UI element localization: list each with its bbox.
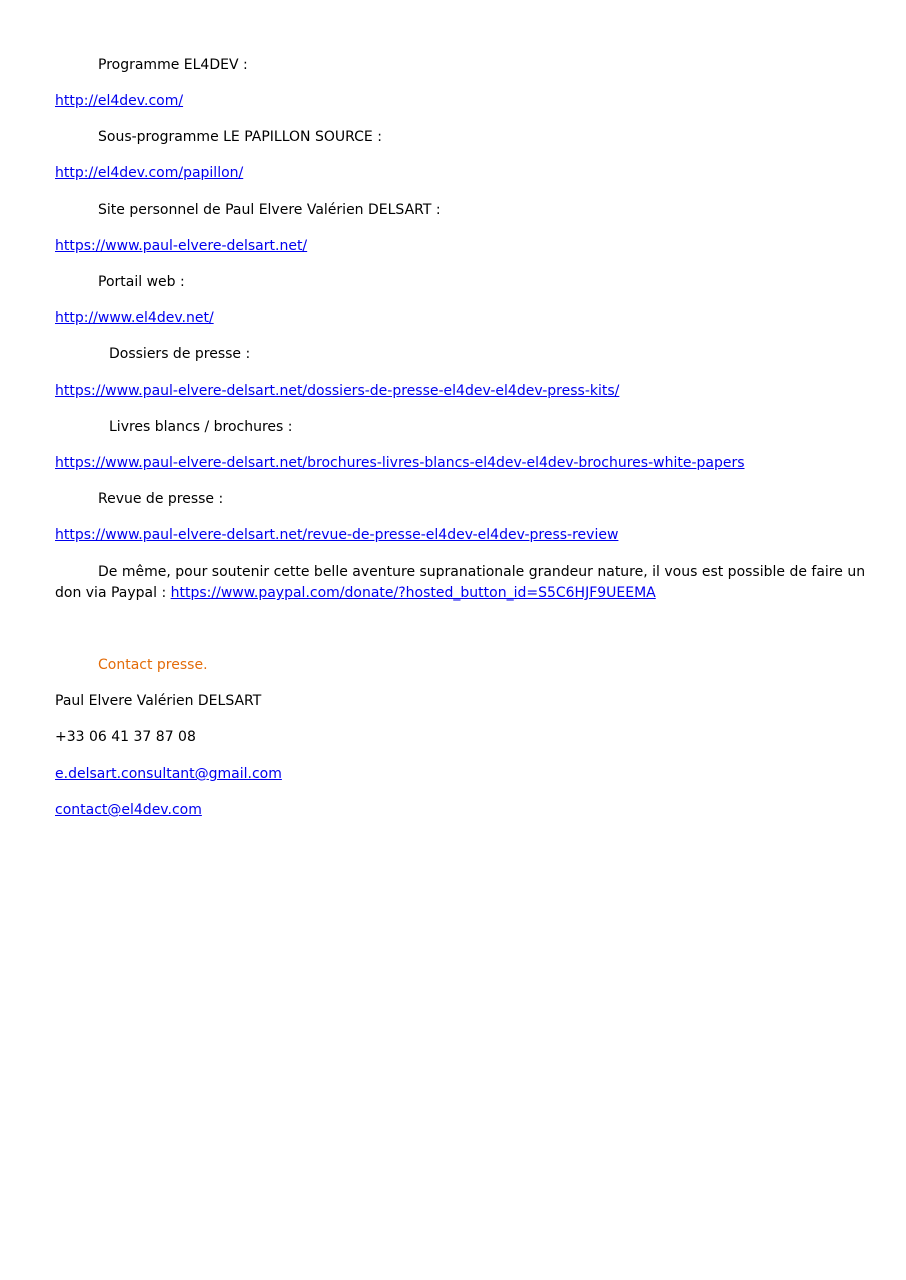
label-dossiers-presse: Dossiers de presse :: [109, 346, 251, 362]
contact-heading: Contact presse.: [98, 657, 208, 673]
contact-phone: +33 06 41 37 87 08: [55, 729, 196, 745]
donation-line2: [55, 583, 656, 603]
link-sous-programme[interactable]: http://el4dev.com/papillon/: [55, 165, 244, 181]
link-livres-blancs[interactable]: https://www.paul-elvere-delsart.net/brochures-livres-blancs-el4dev-el4dev-brochures-white-papers: [55, 455, 745, 471]
donation-text-line1: De même, pour soutenir cette belle aventure supranationale grandeur nature, il vous est possible de faire un: [98, 564, 866, 580]
contact-email-2[interactable]: contact@el4dev.com: [55, 802, 202, 818]
contact-name: Paul Elvere Valérien DELSART: [55, 693, 262, 709]
label-sous-programme: Sous-programme LE PAPILLON SOURCE :: [98, 129, 382, 145]
link-portail-web[interactable]: http://www.el4dev.net/: [55, 310, 214, 326]
contact-email-1[interactable]: e.delsart.consultant@gmail.com: [55, 766, 282, 782]
link-paypal[interactable]: https://www.paypal.com/donate/?hosted_button_id=S5C6HJF9UEEMA: [170, 585, 656, 601]
label-revue-presse: Revue de presse :: [98, 491, 224, 507]
link-programme[interactable]: http://el4dev.com/: [55, 93, 184, 109]
label-portail-web: Portail web :: [98, 274, 185, 290]
label-site-personnel: Site personnel de Paul Elvere Valérien DELSART :: [98, 202, 441, 218]
link-site-personnel[interactable]: https://www.paul-elvere-delsart.net/: [55, 238, 308, 254]
donation-text-line2: don via Paypal :: [55, 585, 171, 601]
link-revue-presse[interactable]: https://www.paul-elvere-delsart.net/revue-de-presse-el4dev-el4dev-press-review: [55, 527, 619, 543]
label-livres-blancs: Livres blancs / brochures :: [109, 419, 293, 435]
link-dossiers-presse[interactable]: https://www.paul-elvere-delsart.net/dossiers-de-presse-el4dev-el4dev-press-kits/: [55, 383, 620, 399]
label-programme: Programme EL4DEV :: [98, 57, 248, 73]
